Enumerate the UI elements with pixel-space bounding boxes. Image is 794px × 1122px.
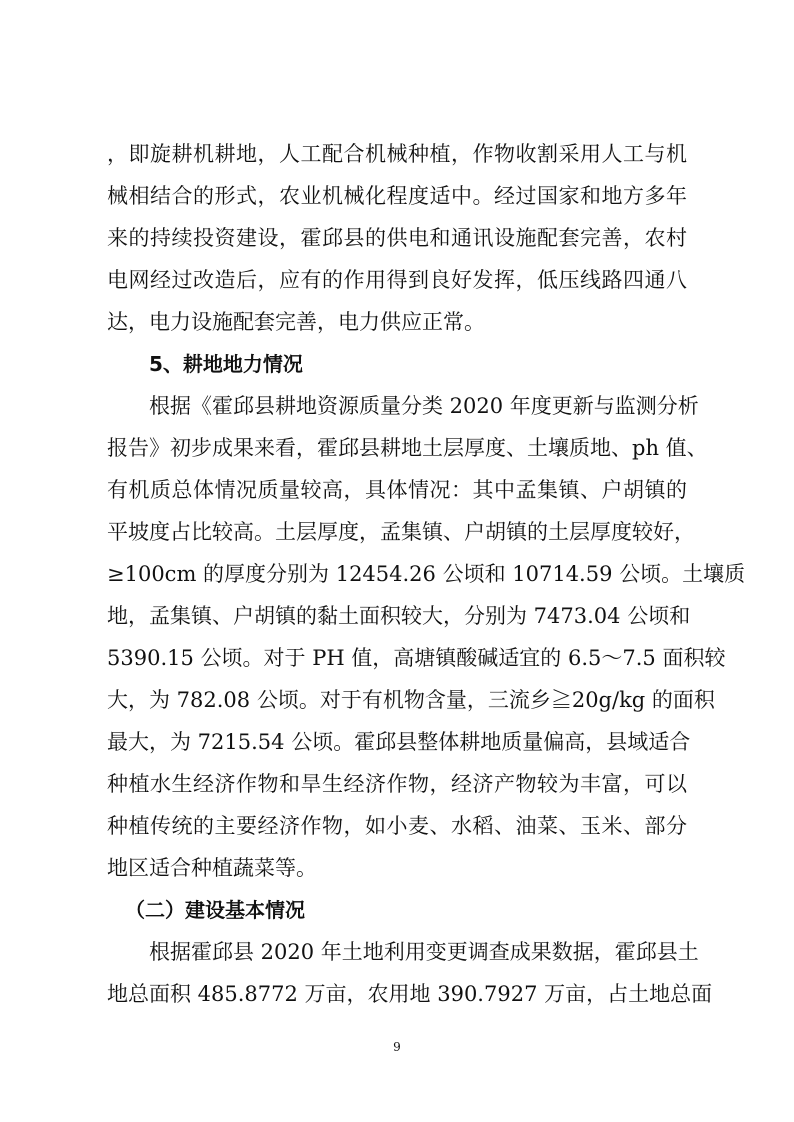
- section-heading: （二）建设基本情况: [125, 898, 305, 922]
- paragraph-line: 报告》初步成果来看，霍邱县耕地土层厚度、土壤质地、ph 值、: [107, 436, 708, 460]
- paragraph-line: 大，为 782.08 公顷。对于有机物含量，三流乡≧20g/kg 的面积: [107, 688, 715, 712]
- paragraph-line: ≥100cm 的厚度分别为 12454.26 公顷和 10714.59 公顷。土壤质: [107, 562, 746, 586]
- paragraph-line: 地区适合种植蔬菜等。: [107, 856, 317, 880]
- paragraph-line: 根据《霍邱县耕地资源质量分类 2020 年度更新与监测分析: [149, 394, 699, 418]
- paragraph-line: 最大，为 7215.54 公顷。霍邱县整体耕地质量偏高，县域适合: [107, 730, 691, 754]
- paragraph-line: 达，电力设施配套完善，电力供应正常。: [107, 310, 485, 334]
- paragraph-line: 地，孟集镇、户胡镇的黏土面积较大，分别为 7473.04 公顷和: [107, 604, 691, 628]
- paragraph-line: 平坡度占比较高。土层厚度，孟集镇、户胡镇的土层厚度较好，: [107, 520, 695, 544]
- paragraph-line: 有机质总体情况质量较高，具体情况：其中孟集镇、户胡镇的: [107, 478, 687, 502]
- paragraph-line: 种植水生经济作物和旱生经济作物，经济产物较为丰富，可以: [107, 772, 687, 796]
- paragraph-line: ，即旋耕机耕地，人工配合机械种植，作物收割采用人工与机: [107, 142, 687, 166]
- paragraph-line: 种植传统的主要经济作物，如小麦、水稻、油菜、玉米、部分: [107, 814, 687, 838]
- section-heading: 5、耕地地力情况: [149, 352, 303, 376]
- page-number: 9: [393, 1040, 401, 1054]
- paragraph-line: 电网经过改造后，应有的作用得到良好发挥，低压线路四通八: [107, 268, 687, 292]
- paragraph-line: 来的持续投资建设，霍邱县的供电和通讯设施配套完善，农村: [107, 226, 687, 250]
- paragraph-line: 根据霍邱县 2020 年土地利用变更调查成果数据，霍邱县土: [149, 940, 699, 964]
- paragraph-line: 地总面积 485.8772 万亩，农用地 390.7927 万亩，占土地总面: [107, 982, 713, 1006]
- paragraph-line: 械相结合的形式，农业机械化程度适中。经过国家和地方多年: [107, 184, 687, 208]
- paragraph-line: 5390.15 公顷。对于 PH 值，高塘镇酸碱适宜的 6.5～7.5 面积较: [107, 646, 726, 670]
